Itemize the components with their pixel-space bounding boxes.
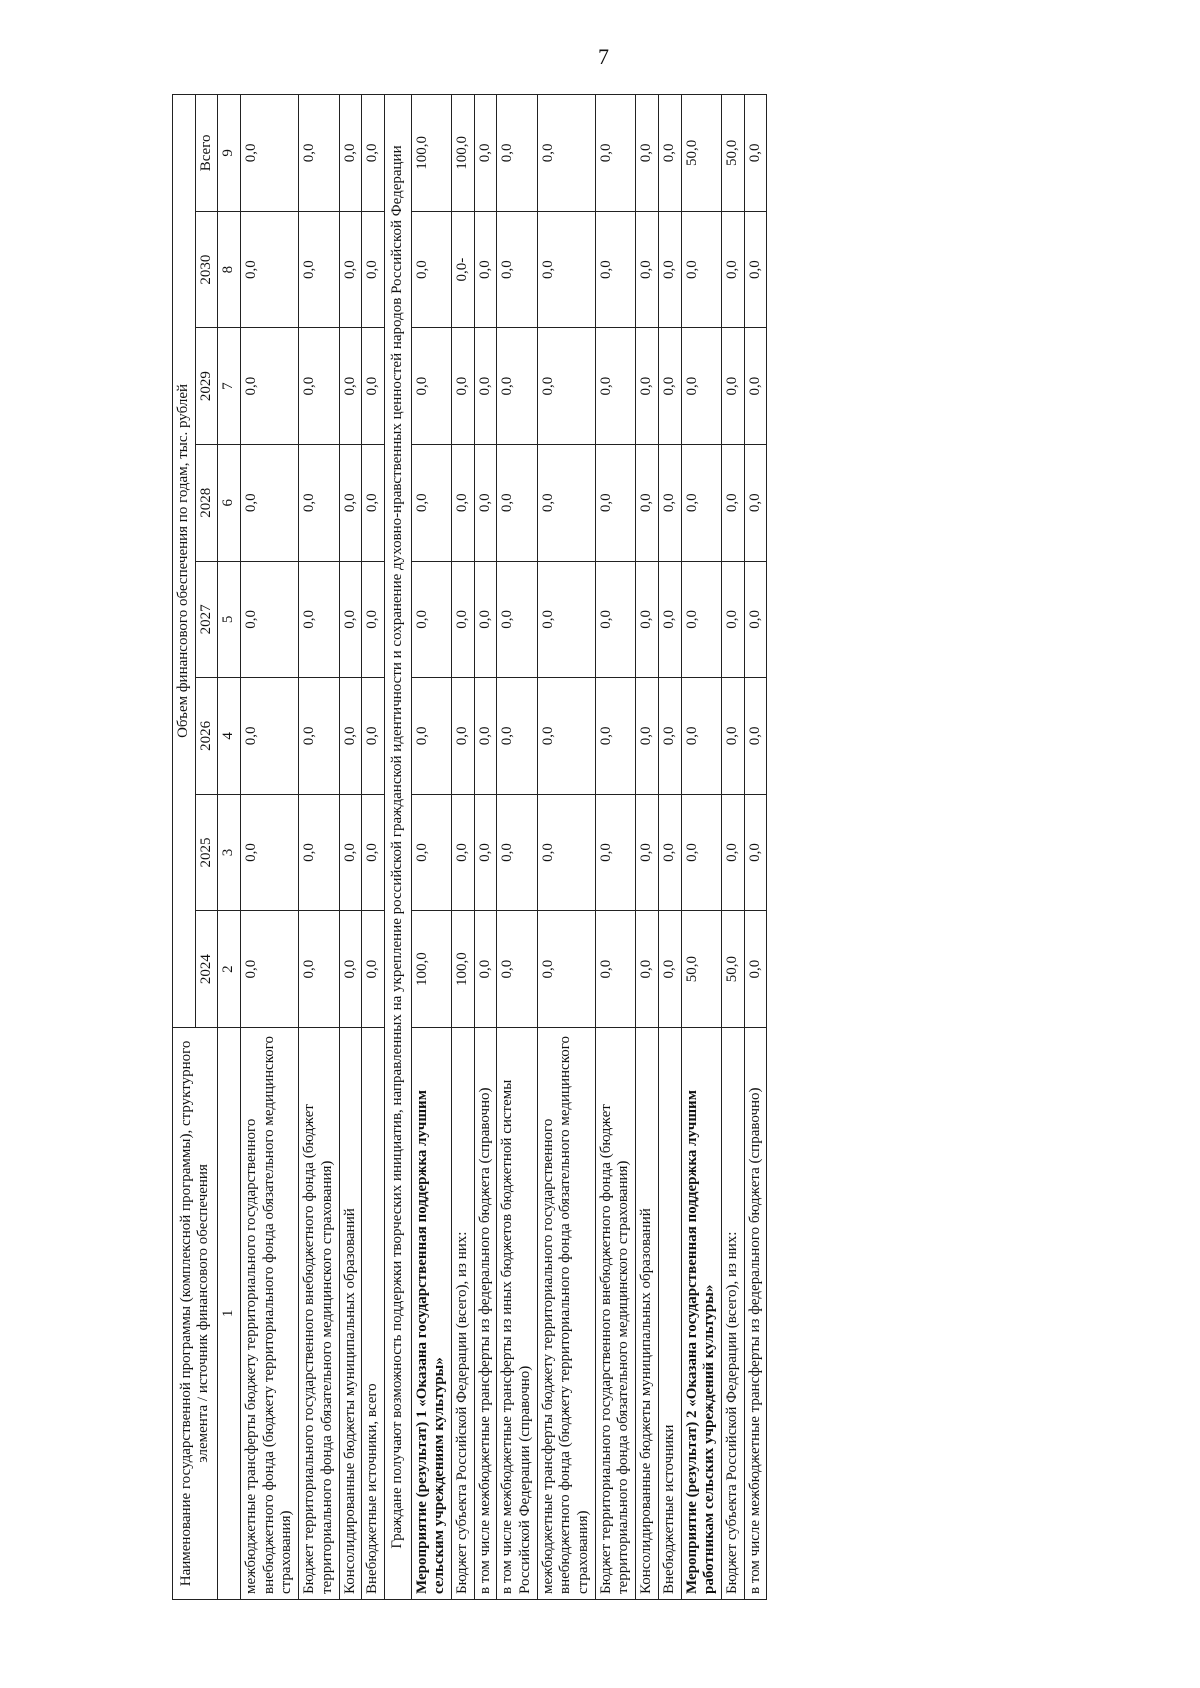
value-cell: 0,0 (474, 561, 497, 678)
row-label: Бюджет территориального государственного внебюджетного фонда (бюджет территориального фонда обязательного медицинского страхования) (299, 1027, 339, 1599)
value-cell: 0,0 (339, 678, 362, 795)
value-cell: 0,0 (595, 95, 635, 212)
value-cell: 0,0 (744, 561, 767, 678)
table-row (497, 95, 537, 1600)
value-cell: 0,0 (681, 678, 721, 795)
value-cell: 0,0 (595, 561, 635, 678)
value-cell: 0,0 (299, 911, 339, 1028)
value-cell: 0,0 (636, 794, 659, 911)
table-row (658, 95, 681, 1600)
table-body (241, 95, 767, 1600)
value-cell: 0,0 (339, 95, 362, 212)
value-cell: 0,0- (451, 211, 474, 328)
value-cell: 0,0 (241, 211, 299, 328)
value-cell: 0,0 (497, 678, 537, 795)
value-cell: 0,0 (362, 911, 385, 1028)
table-row (537, 95, 595, 1600)
section-row (384, 95, 411, 1600)
value-cell: 0,0 (362, 794, 385, 911)
value-cell: 0,0 (474, 328, 497, 445)
value-cell: 0,0 (537, 911, 595, 1028)
value-cell: 0,0 (658, 95, 681, 212)
value-cell: 0,0 (595, 911, 635, 1028)
table-row (299, 95, 339, 1600)
value-cell: 0,0 (241, 911, 299, 1028)
row-label: Мероприятие (результат) 1 «Оказана государственная поддержка лучшим сельским учреждениям культуры» (411, 1027, 451, 1599)
value-cell: 0,0 (451, 328, 474, 445)
value-cell: 0,0 (241, 95, 299, 212)
value-cell: 0,0 (497, 444, 537, 561)
value-cell: 0,0 (721, 328, 744, 445)
header-year: 2029 (195, 328, 218, 445)
value-cell: 0,0 (537, 95, 595, 212)
column-number: 1 (218, 1027, 241, 1599)
value-cell: 0,0 (721, 444, 744, 561)
value-cell: 100,0 (411, 95, 451, 212)
row-label: Мероприятие (результат) 2 «Оказана государственная поддержка лучшим работникам сельских учреждений культуры» (681, 1027, 721, 1599)
column-number: 3 (218, 794, 241, 911)
value-cell: 100,0 (451, 95, 474, 212)
value-cell: 0,0 (744, 794, 767, 911)
value-cell: 0,0 (474, 444, 497, 561)
row-label: Внебюджетные источники (658, 1027, 681, 1599)
column-number: 2 (218, 911, 241, 1028)
value-cell: 0,0 (299, 328, 339, 445)
table-row (474, 95, 497, 1600)
value-cell: 0,0 (721, 794, 744, 911)
value-cell: 0,0 (636, 678, 659, 795)
value-cell: 0,0 (474, 911, 497, 1028)
value-cell: 0,0 (744, 328, 767, 445)
value-cell: 0,0 (339, 444, 362, 561)
value-cell: 0,0 (299, 678, 339, 795)
value-cell: 0,0 (362, 561, 385, 678)
value-cell: 0,0 (537, 328, 595, 445)
row-label: Бюджет субъекта Российской Федерации (всего), из них: (451, 1027, 474, 1599)
value-cell: 0,0 (636, 444, 659, 561)
column-number: 7 (218, 328, 241, 445)
column-number: 8 (218, 211, 241, 328)
rotated-table (172, 94, 1072, 1600)
value-cell: 0,0 (721, 678, 744, 795)
value-cell: 0,0 (299, 444, 339, 561)
value-cell: 0,0 (658, 678, 681, 795)
value-cell: 0,0 (681, 211, 721, 328)
value-cell: 0,0 (362, 444, 385, 561)
row-label: в том числе межбюджетные трансферты из федерального бюджета (справочно) (744, 1027, 767, 1599)
header-group: Объем финансового обеспечения по годам, тыс. рублей (173, 95, 196, 1028)
value-cell: 0,0 (658, 911, 681, 1028)
header-year: 2025 (195, 794, 218, 911)
value-cell: 0,0 (241, 794, 299, 911)
value-cell: 0,0 (362, 678, 385, 795)
value-cell: 0,0 (658, 328, 681, 445)
row-label: Бюджет субъекта Российской Федерации (всего), из них: (721, 1027, 744, 1599)
value-cell: 0,0 (721, 561, 744, 678)
value-cell: 0,0 (339, 794, 362, 911)
value-cell: 0,0 (744, 95, 767, 212)
value-cell: 0,0 (339, 211, 362, 328)
table-row (451, 95, 474, 1600)
value-cell: 0,0 (537, 561, 595, 678)
rotated-table-container (172, 94, 1072, 1600)
value-cell: 0,0 (299, 211, 339, 328)
value-cell: 0,0 (451, 444, 474, 561)
value-cell: 0,0 (721, 211, 744, 328)
value-cell: 0,0 (299, 95, 339, 212)
table-row (721, 95, 744, 1600)
financing-table (172, 94, 767, 1600)
section-title: Граждане получают возможность поддержки творческих инициатив, направленных на укрепление российской гражданской идентичности и сохранение духовно-нравственных ценностей народов Российской Федерации (384, 95, 411, 1600)
value-cell: 0,0 (411, 328, 451, 445)
header-year: Всего (195, 95, 218, 212)
row-label: межбюджетные трансферты бюджету территориального государственного внебюджетного фонда (бюджету территориального фонда обязательного медицинского страхования) (241, 1027, 299, 1599)
value-cell: 0,0 (636, 911, 659, 1028)
value-cell: 0,0 (537, 444, 595, 561)
value-cell: 0,0 (595, 444, 635, 561)
value-cell: 0,0 (497, 561, 537, 678)
value-cell: 50,0 (681, 911, 721, 1028)
value-cell: 0,0 (658, 561, 681, 678)
value-cell: 0,0 (537, 211, 595, 328)
row-label: Консолидированные бюджеты муниципальных образований (636, 1027, 659, 1599)
value-cell: 0,0 (537, 678, 595, 795)
page-number: 7 (598, 44, 609, 69)
value-cell: 0,0 (451, 794, 474, 911)
value-cell: 0,0 (339, 328, 362, 445)
value-cell: 0,0 (636, 211, 659, 328)
value-cell: 0,0 (595, 794, 635, 911)
row-label: межбюджетные трансферты бюджету территориального государственного внебюджетного фонда (бюджету территориального фонда обязательного медицинского страхования) (537, 1027, 595, 1599)
value-cell: 0,0 (474, 211, 497, 328)
value-cell: 100,0 (411, 911, 451, 1028)
value-cell: 0,0 (497, 794, 537, 911)
value-cell: 0,0 (497, 911, 537, 1028)
value-cell: 0,0 (497, 328, 537, 445)
value-cell: 0,0 (636, 95, 659, 212)
table-header (173, 95, 241, 1600)
value-cell: 0,0 (451, 561, 474, 678)
value-cell: 0,0 (658, 211, 681, 328)
value-cell: 0,0 (411, 794, 451, 911)
value-cell: 0,0 (299, 794, 339, 911)
column-number: 6 (218, 444, 241, 561)
value-cell: 0,0 (241, 678, 299, 795)
table-row (681, 95, 721, 1600)
column-number: 4 (218, 678, 241, 795)
header-year: 2027 (195, 561, 218, 678)
value-cell: 0,0 (744, 678, 767, 795)
header-year: 2028 (195, 444, 218, 561)
value-cell: 0,0 (362, 95, 385, 212)
value-cell: 0,0 (681, 444, 721, 561)
column-number: 9 (218, 95, 241, 212)
value-cell: 0,0 (339, 911, 362, 1028)
value-cell: 0,0 (474, 95, 497, 212)
table-row (411, 95, 451, 1600)
value-cell: 0,0 (595, 678, 635, 795)
row-label: в том числе межбюджетные трансферты из федерального бюджета (справочно) (474, 1027, 497, 1599)
value-cell: 0,0 (658, 794, 681, 911)
value-cell: 0,0 (362, 211, 385, 328)
value-cell: 0,0 (595, 328, 635, 445)
value-cell: 100,0 (451, 911, 474, 1028)
value-cell: 0,0 (241, 328, 299, 445)
value-cell: 0,0 (411, 561, 451, 678)
value-cell: 0,0 (474, 678, 497, 795)
value-cell: 0,0 (681, 328, 721, 445)
value-cell: 0,0 (474, 794, 497, 911)
table-row (744, 95, 767, 1600)
row-label: Внебюджетные источники, всего (362, 1027, 385, 1599)
value-cell: 0,0 (636, 561, 659, 678)
value-cell: 0,0 (339, 561, 362, 678)
header-name-column: Наименование государственной программы (комплексной программы), структурного элемента / источник финансового обеспечения (173, 1027, 218, 1599)
table-row (636, 95, 659, 1600)
header-year: 2024 (195, 911, 218, 1028)
value-cell: 0,0 (636, 328, 659, 445)
row-label: в том числе межбюджетные трансферты из иных бюджетов бюджетной системы Российской Федерации (справочно) (497, 1027, 537, 1599)
value-cell: 0,0 (241, 444, 299, 561)
value-cell: 50,0 (721, 911, 744, 1028)
table-row (595, 95, 635, 1600)
table-row (362, 95, 385, 1600)
column-number: 5 (218, 561, 241, 678)
value-cell: 0,0 (411, 211, 451, 328)
value-cell: 0,0 (744, 211, 767, 328)
table-row (339, 95, 362, 1600)
value-cell: 0,0 (744, 444, 767, 561)
value-cell: 50,0 (721, 95, 744, 212)
value-cell: 0,0 (595, 211, 635, 328)
value-cell: 0,0 (681, 794, 721, 911)
value-cell: 0,0 (411, 678, 451, 795)
table-row (241, 95, 299, 1600)
value-cell: 0,0 (451, 678, 474, 795)
value-cell: 0,0 (658, 444, 681, 561)
value-cell: 0,0 (497, 95, 537, 212)
row-label: Бюджет территориального государственного внебюджетного фонда (бюджет территориального фонда обязательного медицинского страхования) (595, 1027, 635, 1599)
header-year: 2026 (195, 678, 218, 795)
value-cell: 50,0 (681, 95, 721, 212)
value-cell: 0,0 (681, 561, 721, 678)
value-cell: 0,0 (241, 561, 299, 678)
value-cell: 0,0 (362, 328, 385, 445)
value-cell: 0,0 (744, 911, 767, 1028)
value-cell: 0,0 (299, 561, 339, 678)
value-cell: 0,0 (537, 794, 595, 911)
value-cell: 0,0 (411, 444, 451, 561)
header-year: 2030 (195, 211, 218, 328)
value-cell: 0,0 (497, 211, 537, 328)
row-label: Консолидированные бюджеты муниципальных образований (339, 1027, 362, 1599)
